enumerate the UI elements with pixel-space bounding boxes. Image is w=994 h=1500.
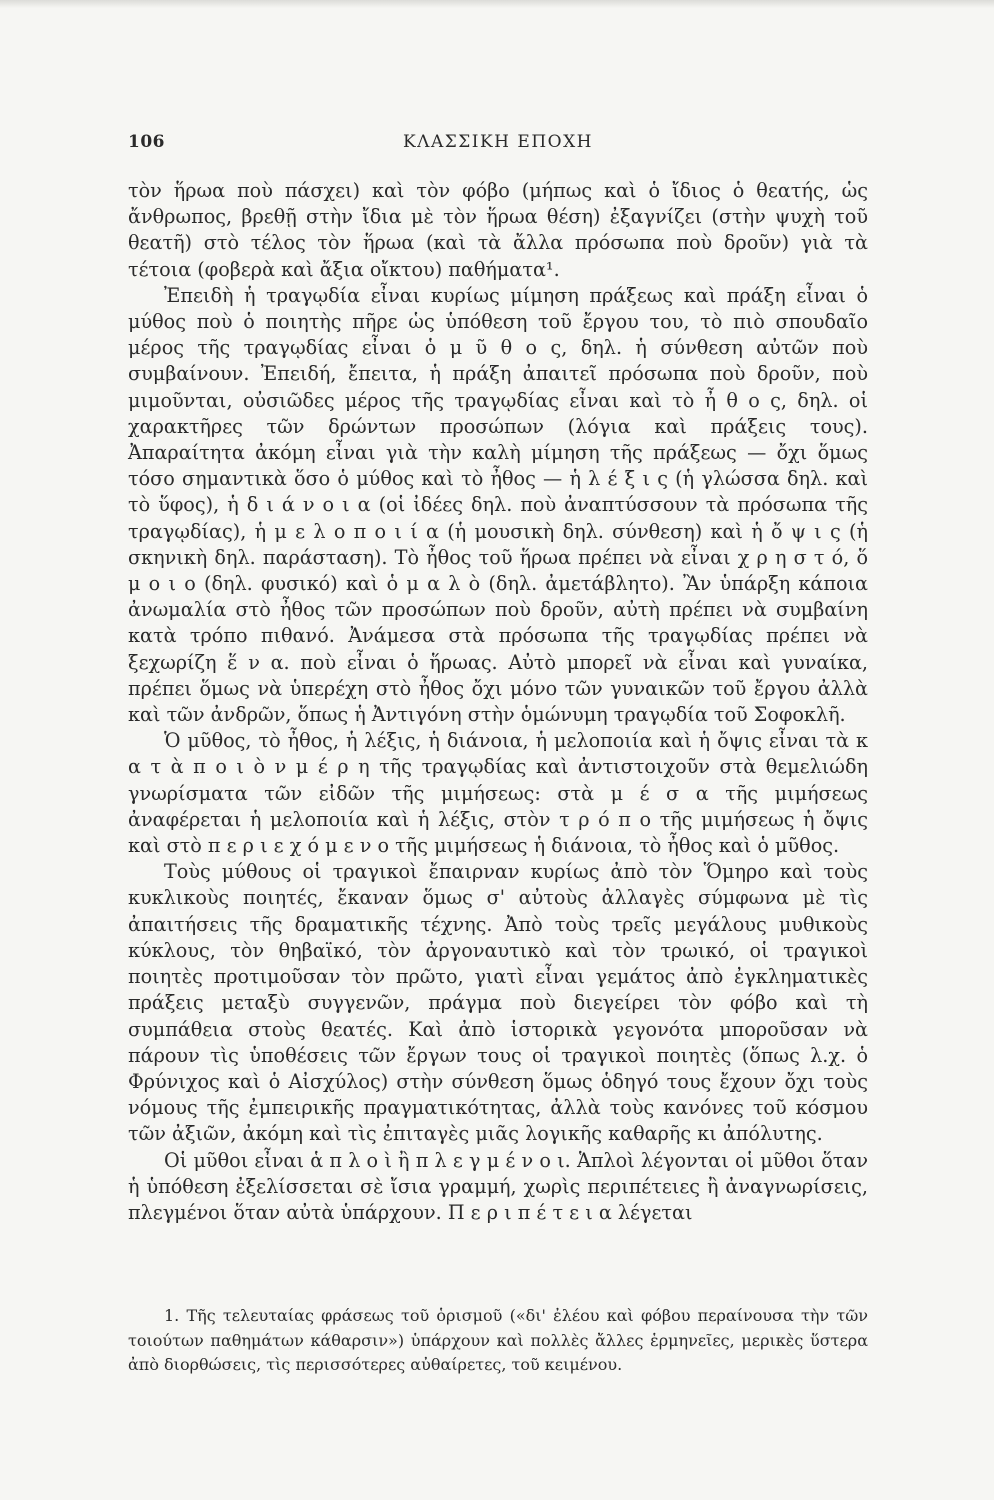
paragraph-3: Ὁ μῦθος, τὸ ἦθος, ἡ λέξις, ἡ διάνοια, ἡ μελοποιία καὶ ἡ ὄψις εἶναι τὰ κ α τ ὰ π ο ι ὸ ν μ έ ρ η τῆς τραγῳδίας καὶ ἀντιστοιχοῦν στὰ θεμελιώδη γνωρίσματα τῶν εἰδῶν τῆς μιμήσεως: στὰ μ έ σ α τῆς μιμήσεως ἀναφέρεται ἡ μελοποιία καὶ ἡ λέξις, στὸν τ ρ ό π ο τῆς μιμήσεως ἡ ὄψις καὶ στὸ π ε ρ ι ε χ ό μ ε ν ο τῆς μιμήσεως ἡ διάνοια, τὸ ἦθος καὶ ὁ μῦθος. bbox=[128, 729, 868, 858]
main-text bbox=[128, 178, 868, 1226]
running-head: ΚΛΑΣΣΙΚΗ ΕΠΟΧΗ bbox=[402, 132, 594, 152]
paragraph-2: Ἐπειδὴ ἡ τραγῳδία εἶναι κυρίως μίμηση πράξεως καὶ πράξη εἶναι ὁ μύθος ποὺ ὁ ποιητὴς πῆρε ὡς ὑπόθεση τοῦ ἔργου του, τὸ πιὸ σπουδαῖο μέρος τῆς τραγῳδίας εἶναι ὁ μ ῦ θ ο ς, δηλ. ἡ σύνθεση αὐτῶν ποὺ συμβαίνουν. Ἐπειδή, ἔπειτα, ἡ πράξη ἀπαιτεῖ πρόσωπα ποὺ δροῦν, ποὺ μιμοῦνται, οὐσιῶδες μέρος τῆς τραγῳδίας εἶναι καὶ τὸ ἦ θ ο ς, δηλ. οἱ χαρακτῆρες τῶν δρώντων προσώπων (λόγια καὶ πράξεις τους). Ἀπαραίτητα ἀκόμη εἶναι γιὰ τὴν καλὴ μίμηση τῆς πράξεως — ὄχι ὅμως τόσο σημαντικὰ ὅσο ὁ μύθος καὶ τὸ ἦθος — ἡ λ έ ξ ι ς (ἡ γλώσσα δηλ. καὶ τὸ ὕφος), ἡ δ ι ά ν ο ι α (οἱ ἰδέες δηλ. ποὺ ἀναπτύσσουν τὰ πρόσωπα τῆς τραγῳδίας), ἡ μ ε λ ο π ο ι ί α (ἡ μουσικὴ δηλ. σύνθεση) καὶ ἡ ὄ ψ ι ς (ἡ σκηνικὴ δηλ. παράσταση). Τὸ ἦθος τοῦ ἥρωα πρέπει νὰ εἶναι χ ρ η σ τ ό, ὅ μ ο ι ο (δηλ. φυσικό) καὶ ὁ μ α λ ὸ (δηλ. ἀμετάβλητο). Ἂν ὑπάρξη κάποια ἀνωμαλία στὸ ἦθος τῶν προσώπων ποὺ δροῦν, αὐτὴ πρέπει νὰ συμβαίνη κατὰ τρόπο πιθανό. Ἀνάμεσα στὰ πρόσωπα τῆς τραγῳδίας πρέπει νὰ ξεχωρίζη ἕ ν α. ποὺ εἶναι ὁ ἥρωας. Αὐτὸ μπορεῖ νὰ εἶναι καὶ γυναίκα, πρέπει ὅμως νὰ ὑπερέχη στὸ ἦθος ὄχι μόνο τῶν γυναικῶν τοῦ ἔργου ἀλλὰ καὶ τῶν ἀνδρῶν, ὅπως ἡ Ἀντιγόνη στὴν ὁμώνυμη τραγῳδία τοῦ Σοφοκλῆ. bbox=[128, 283, 868, 727]
paragraph-1: τὸν ἥρωα ποὺ πάσχει) καὶ τὸν φόβο (μήπως καὶ ὁ ἴδιος ὁ θεατής, ὡς ἄνθρωπος, βρεθῇ στὴν ἴδια μὲ τὸν ἥρωα θέση) ἐξαγνίζει (στὴν ψυχὴ τοῦ θεατῆ) στὸ τέλος τὸν ἥρωα (καὶ τὰ ἄλλα πρόσωπα ποὺ δροῦν) γιὰ τὰ τέτοια (φοβερὰ καὶ ἄξια οἴκτου) παθήματα¹. bbox=[128, 179, 868, 281]
footnotes bbox=[128, 1304, 868, 1378]
page-header bbox=[128, 128, 868, 158]
paragraph-4: Τοὺς μύθους οἱ τραγικοὶ ἔπαιρναν κυρίως ἀπὸ τὸν Ὅμηρο καὶ τοὺς κυκλικοὺς ποιητές, ἔκαναν ὅμως σ' αὐτοὺς ἀλλαγὲς σύμφωνα μὲ τὶς ἀπαιτήσεις τῆς δραματικῆς τέχνης. Ἀπὸ τοὺς τρεῖς μεγάλους μυθικοὺς κύκλους, τὸν θηβαϊκό, τὸν ἀργοναυτικὸ καὶ τὸν τρωικό, οἱ τραγικοὶ ποιητὲς προτιμοῦσαν τὸν πρῶτο, γιατὶ εἶναι γεμάτος ἀπὸ ἐγκληματικὲς πράξεις μεταξὺ συγγενῶν, πράγμα ποὺ διεγείρει τὸν φόβο καὶ τὴ συμπάθεια στοὺς θεατές. Καὶ ἀπὸ ἱστορικὰ γεγονότα μποροῦσαν νὰ πάρουν τὶς ὑποθέσεις τῶν ἔργων τους οἱ τραγικοὶ ποιητὲς (ὅπως λ.χ. ὁ Φρύνιχος καὶ ὁ Αἰσχύλος) στὴν σύνθεση ὅμως ὁδηγό τους ἔχουν ὄχι τοὺς νόμους τῆς ἐμπειρικῆς πραγματικότητας, ἀλλὰ τοὺς κανόνες τοῦ κόσμου τῶν ἀξιῶν, ἀκόμη καὶ τὶς ἐπιταγὲς μιᾶς λογικῆς καθαρῆς κι ἀπόλυτης. bbox=[128, 860, 868, 1146]
page-top-edge bbox=[0, 0, 994, 8]
page-number: 106 bbox=[128, 132, 165, 152]
footnote-1: 1. Τῆς τελευταίας φράσεως τοῦ ὁρισμοῦ («δι' ἐλέου καὶ φόβου περαίνουσα τὴν τῶν τοιούτων παθημάτων κάθαρσιν») ὑπάρχουν καὶ πολλὲς ἄλλες ἑρμηνεῖες, μερικὲς ὕστερα ἀπὸ διορθώσεις, τὶς περισσότερες αὐθαίρετες, τοῦ κειμένου. bbox=[128, 1306, 868, 1374]
paragraph-5: Οἱ μῦθοι εἶναι ἁ π λ ο ὶ ἢ π λ ε γ μ έ ν ο ι. Ἁπλοὶ λέγονται οἱ μῦθοι ὅταν ἡ ὑπόθεση ἐξελίσσεται σὲ ἴσια γραμμή, χωρὶς περιπέτειες ἢ ἀναγνωρίσεις, πλεγμένοι ὅταν αὐτὰ ὑπάρχουν. Π ε ρ ι π έ τ ε ι α λέγεται bbox=[128, 1148, 868, 1224]
